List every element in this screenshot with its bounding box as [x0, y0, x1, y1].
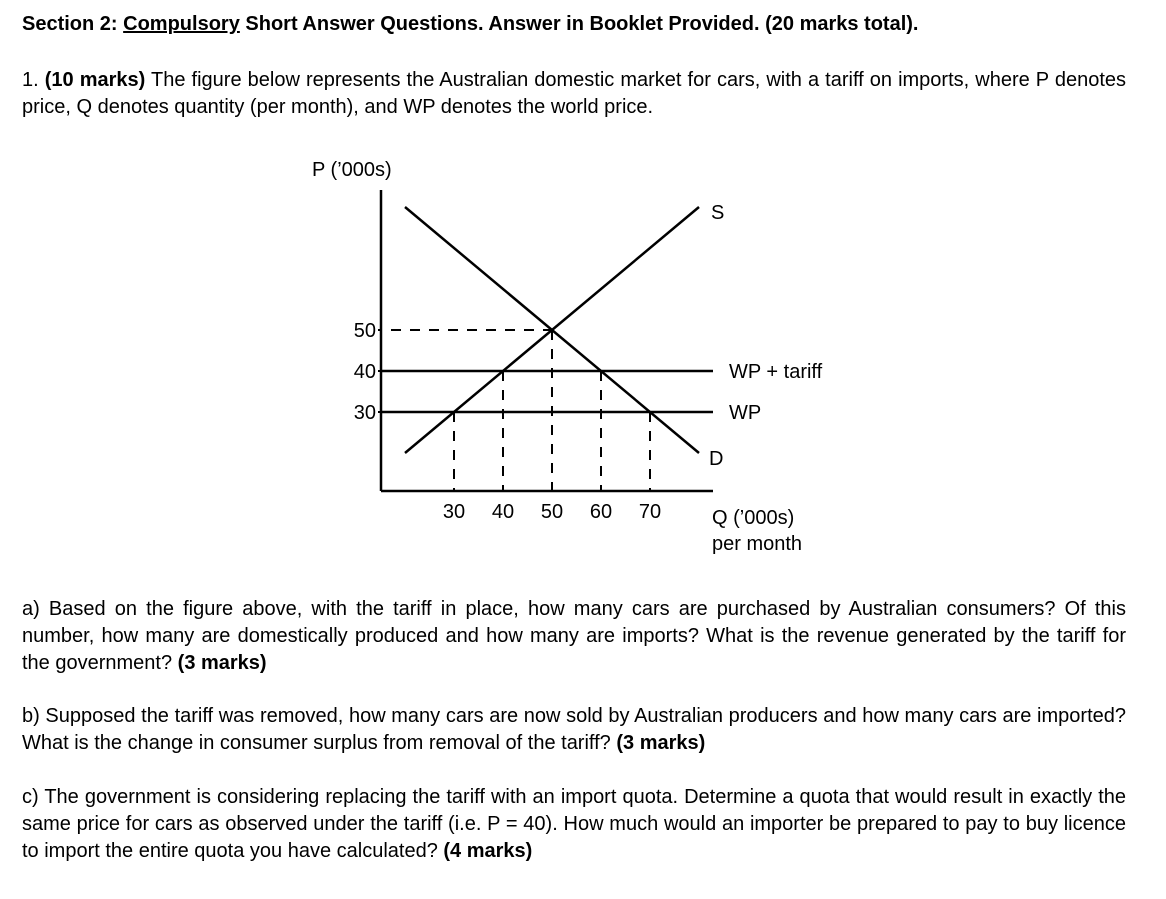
wp-tariff-label: WP + tariff — [729, 361, 823, 383]
part-a-text: a) Based on the figure above, with the tariff in place, how many cars are purchased by Australian consumers? Of this number, how many are domestically produced and how many are imports? What is the revenue generated by the tariff for the government? — [22, 598, 1126, 674]
x-tick-label-60: 60 — [589, 501, 613, 523]
part-c — [22, 784, 1126, 865]
part-b-marks: (3 marks) — [616, 732, 706, 754]
chart-guides — [391, 330, 650, 491]
chart-labels — [312, 159, 823, 555]
part-c-marks: (4 marks) — [443, 840, 533, 862]
s-label: S — [711, 202, 725, 224]
d-label: D — [709, 448, 724, 470]
section-heading-underlined: Compulsory — [123, 13, 240, 35]
wp-label: WP — [729, 402, 762, 424]
x-axis-label-line1: Q (’000s) — [712, 507, 795, 529]
part-b — [22, 703, 1126, 757]
part-a-marks: (3 marks) — [177, 652, 267, 674]
y-tick-label-40: 40 — [353, 361, 376, 383]
chart-axes — [381, 190, 713, 491]
y-tick-label-50: 50 — [353, 320, 376, 342]
part-b-text: b) Supposed the tariff was removed, how many cars are now sold by Australian producers and how many cars are imported? What is the change in consumer surplus from removal of the tariff? — [22, 705, 1126, 754]
x-tick-label-70: 70 — [638, 501, 662, 523]
x-axis-label-line2: per month — [712, 533, 803, 555]
question-marks: (10 marks) — [44, 69, 146, 91]
part-a — [22, 596, 1126, 677]
x-tick-label-40: 40 — [491, 501, 515, 523]
y-tick-label-30: 30 — [353, 402, 376, 424]
section-heading-suffix: Short Answer Questions. Answer in Booklet Provided. (20 marks total). — [239, 13, 919, 35]
question-text: The figure below represents the Australian domestic market for cars, with a tariff on imports, where P denotes price, Q denotes quantity (per month), and WP denotes the world price. — [22, 69, 1126, 118]
y-axis-label: P (’000s) — [312, 159, 392, 181]
question-number: 1. — [22, 69, 45, 91]
x-tick-label-30: 30 — [442, 501, 466, 523]
part-c-text: c) The government is considering replacing the tariff with an import quota. Determine a quota that would result in exactly the same price for cars as observed under the tariff (i.e. P = 40). How much would an importer be prepared to pay to buy licence to import the entire quota you have calculated? — [22, 786, 1126, 862]
x-tick-label-50: 50 — [540, 501, 564, 523]
section-heading-prefix: Section 2: — [22, 13, 124, 35]
